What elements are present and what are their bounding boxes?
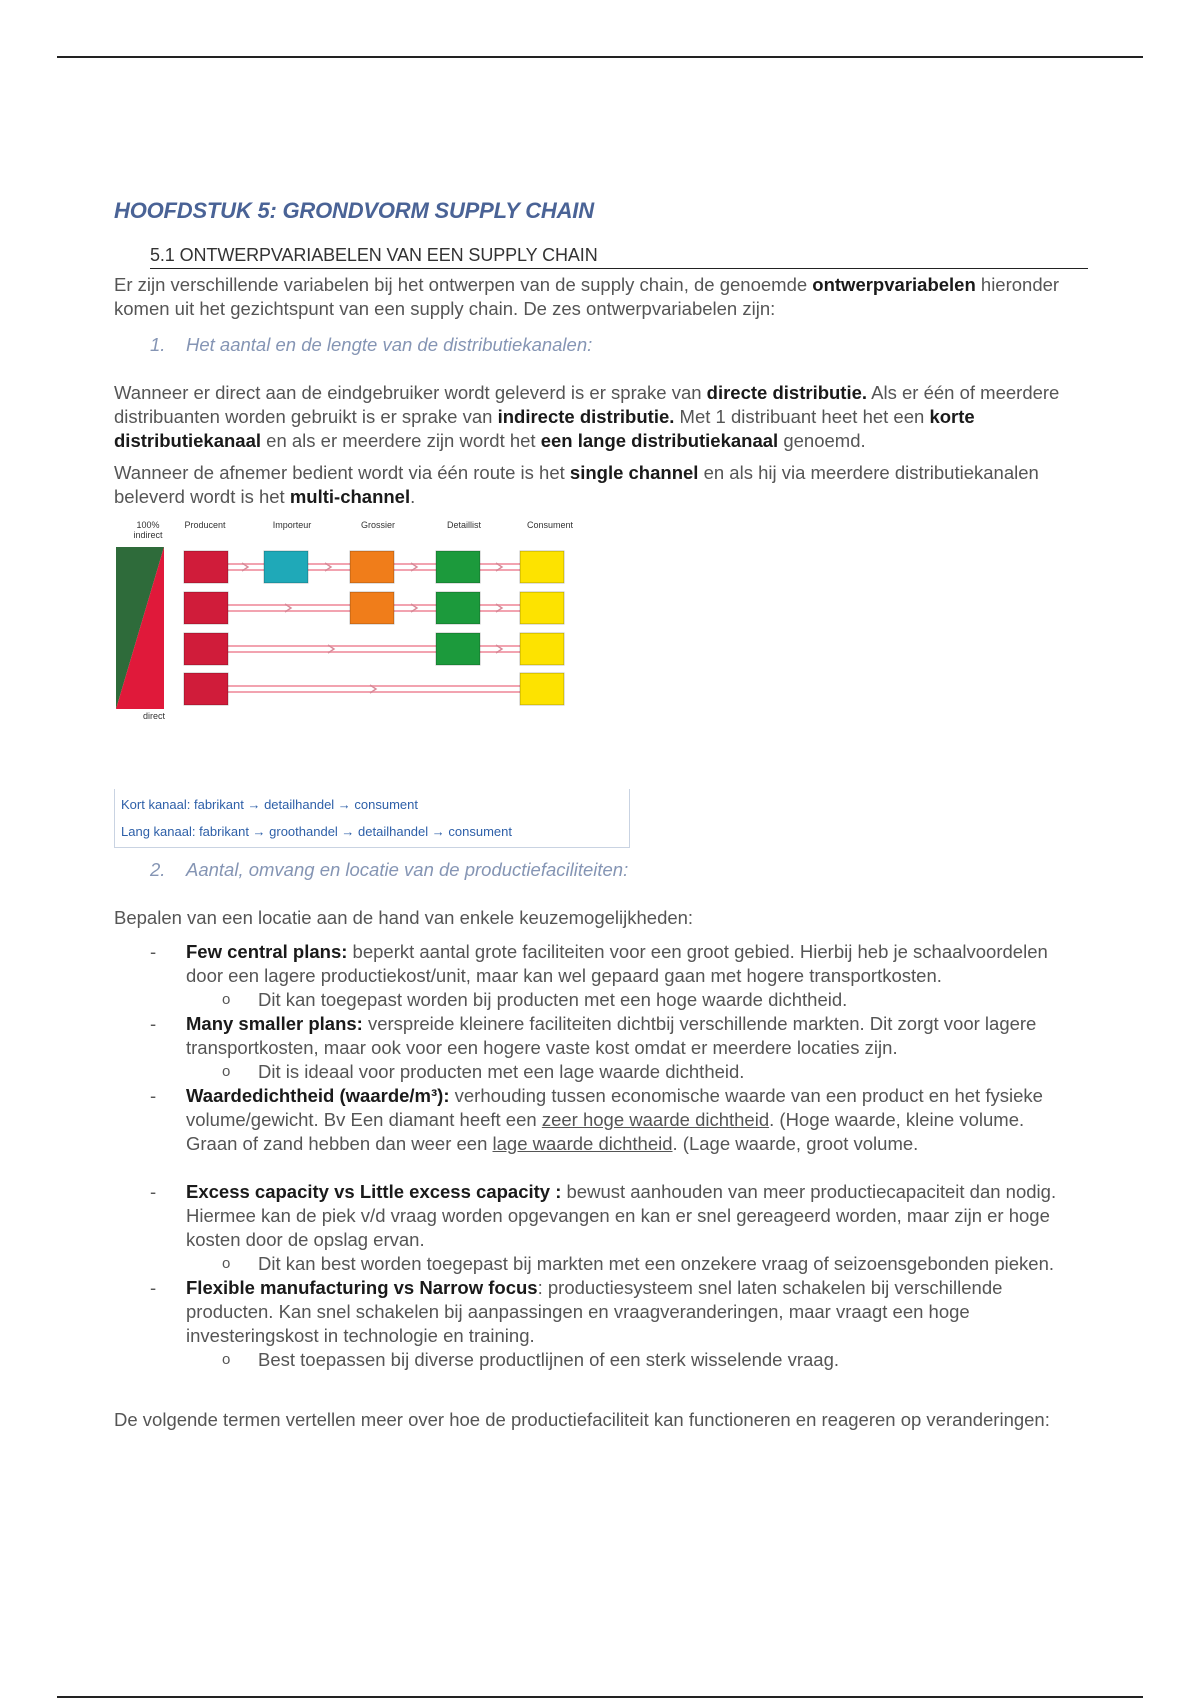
distribution-channel-figure: [114, 517, 626, 789]
list-item-many-smaller-plans: - Many smaller plans: verspreide kleinere faciliteiten dichtbij verschillende markten. Dit zorgt voor lagere transportkosten, maar ook voor een hogere vaste kost omdat er meerdere locaties zijn. o Dit is ideaal voor producten met een lage waarde dichtheid.: [114, 1012, 1074, 1084]
column-header-detaillist: Detaillist: [446, 520, 482, 530]
label-indirect: 100% indirect: [133, 520, 163, 540]
underlined-term: zeer hoge waarde dichtheid: [541, 1109, 770, 1130]
sub-list-item: o Dit kan best worden toegepast bij markten met een onzekere vraag of seizoensgebonden pieken.: [222, 1253, 1054, 1274]
box-consument: [520, 673, 564, 705]
underlined-term: lage waarde dichtheid: [492, 1133, 673, 1154]
caption-kort-kanaal: Kort kanaal: fabrikant → detailhandel → consument: [121, 797, 419, 812]
box-detaillist: [436, 592, 480, 624]
numbered-item-2: 2. Aantal, omvang en locatie van de productiefaciliteiten:: [150, 859, 629, 880]
sub-list-item: o Dit is ideaal voor producten met een lage waarde dichtheid.: [222, 1061, 745, 1082]
section-title: 5.1 ONTWERPVARIABELEN VAN EEN SUPPLY CHAIN: [150, 244, 1088, 269]
box-grossier: [350, 592, 394, 624]
box-consument: [520, 633, 564, 665]
box-detaillist: [436, 551, 480, 583]
label-direct: direct: [142, 711, 166, 721]
caption-lang-kanaal: Lang kanaal: fabrikant → groothandel → detailhandel → consument: [121, 824, 512, 839]
channel-diagram: [114, 517, 626, 789]
bold-term: Few central plans:: [186, 941, 348, 962]
paragraph-locatie: Bepalen van een locatie aan de hand van enkele keuzemogelijkheden:: [114, 907, 694, 928]
list-item-excess-capacity: - Excess capacity vs Little excess capacity : bewust aanhouden van meer productiecapaciteit dan nodig. Hiermee kan de piek v/d vraag worden opgevangen en kan er snel gereageerd worden, maar zijn er hoge kosten door de opslag ervan. o Dit kan best worden toegepast bij markten met een onzekere vraag of seizoensgebonden pieken.: [114, 1180, 1074, 1276]
bold-term: Excess capacity vs Little excess capacity :: [186, 1181, 562, 1202]
box-producent: [184, 633, 228, 665]
bold-term: Many smaller plans:: [186, 1013, 363, 1034]
list-item-few-central-plans: - Few central plans: beperkt aantal grote faciliteiten voor een groot gebied. Hierbij heb je schaalvoordelen door een lagere productiekost/unit, maar kan wel gepaard gaan met hogere transportkosten. o Dit kan toegepast worden bij producten met een hoge waarde dichtheid.: [114, 940, 1074, 1012]
paragraph-final: De volgende termen vertellen meer over hoe de productiefaciliteit kan functioneren en reageren op veranderingen:: [114, 1409, 1050, 1430]
box-consument: [520, 592, 564, 624]
list-item-flexible-manufacturing: - Flexible manufacturing vs Narrow focus: productiesysteem snel laten schakelen bij verschillende producten. Kan snel schakelen bij aanpassingen en vraagveranderingen, maar vraagt een hoge investeringskost in technologie en training. o Best toepassen bij diverse productlijnen of een sterk wisselende vraag.: [114, 1276, 1074, 1372]
intro-paragraph: Er zijn verschillende variabelen bij het ontwerpen van de supply chain, de genoemde ontwerpvariabelen hieronder komen uit het gezichtspunt van een supply chain. De zes ontwerpvariabelen zijn:: [114, 274, 1060, 319]
bold-term: single channel: [569, 462, 699, 483]
paragraph-channel: Wanneer de afnemer bedient wordt via één route is het single channel en als hij via meerdere distributiekanalen beleverd wordt is het multi-channel.: [114, 462, 1039, 507]
bold-term: een lange distributiekanaal: [540, 430, 779, 451]
bold-term: ontwerpvariabelen: [812, 274, 976, 295]
box-producent: [184, 592, 228, 624]
box-grossier: [350, 551, 394, 583]
sub-list-item: o Best toepassen bij diverse productlijnen of een sterk wisselende vraag.: [222, 1349, 840, 1370]
box-producent: [184, 673, 228, 705]
box-importeur: [264, 551, 308, 583]
channel-rows: [184, 551, 564, 705]
page-content: [114, 198, 1074, 1432]
numbered-item-1: 1. Het aantal en de lengte van de distributiekanalen:: [150, 334, 593, 355]
box-producent: [184, 551, 228, 583]
bold-term: Flexible manufacturing vs Narrow focus: [186, 1277, 538, 1298]
paragraph-distributie: Wanneer er direct aan de eindgebruiker wordt geleverd is er sprake van directe distributie. Als er één of meerdere distribuanten worden gebruikt is er sprake van indirecte distributie. Met 1 distribuant heet het een korte distributiekanaal en als er meerdere zijn wordt het een lange distributiekanaal genoemd.: [114, 382, 1060, 451]
list-item-waardedichtheid: - Waardedichtheid (waarde/m³): verhouding tussen economische waarde van een product en het fysieke volume/gewicht. Bv Een diamant heeft een zeer hoge waarde dichtheid. (Hoge waarde, kleine volume. Graan of zand hebben dan weer een lage waarde dichtheid. (Lage waarde, groot volume.: [150, 1085, 1043, 1154]
column-header-consument: Consument: [526, 520, 574, 530]
box-consument: [520, 551, 564, 583]
bold-term: directe distributie.: [706, 382, 868, 403]
header-rule: [57, 56, 1143, 58]
bold-term: indirecte distributie.: [497, 406, 675, 427]
chapter-title: HOOFDSTUK 5: GRONDVORM SUPPLY CHAIN: [114, 198, 594, 223]
bold-term: multi-channel: [289, 486, 411, 507]
box-detaillist: [436, 633, 480, 665]
column-header-grossier: Grossier: [360, 520, 396, 530]
figure-caption: [114, 789, 630, 848]
sub-list-item: o Dit kan toegepast worden bij producten met een hoge waarde dichtheid.: [222, 989, 848, 1010]
column-header-importeur: Importeur: [272, 520, 312, 530]
bold-term: korte distributiekanaal: [114, 406, 975, 451]
column-headers: [184, 520, 573, 530]
column-header-producent: Producent: [184, 520, 226, 530]
footer-rule: [57, 1696, 1143, 1698]
location-options-list: [114, 940, 1074, 1372]
bold-term: Waardedichtheid (waarde/m³):: [186, 1085, 450, 1106]
